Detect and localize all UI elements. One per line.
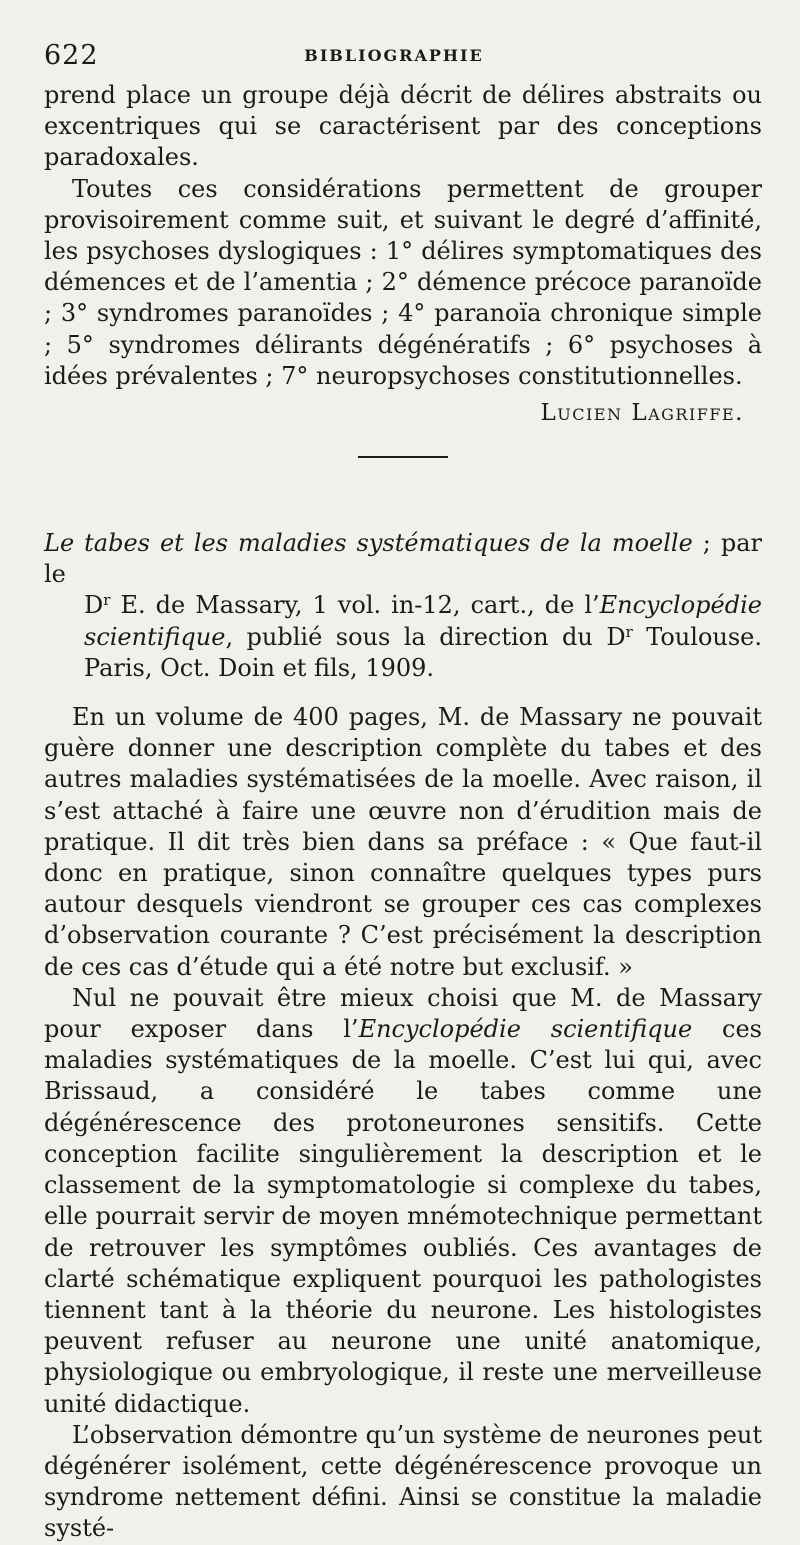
review-paragraph-2 [44,983,762,1420]
section-divider [358,456,448,458]
book-title-suffix: ; par le [44,529,762,589]
review-paragraph-2-end: ces maladies systématiques de la moelle. C’est lui qui, avec Brissaud, a considéré le tabes comme une dégénérescence des protoneurones sensitifs. Cette conception facilite singulièrement la description et le classement de la symptomatologie si complexe du tabes, elle pourrait servir de moyen mnémotechnique permettant de retrouver les symptômes oubliés. Ces avantages de clarté schématique expliquent pourquoi les pathologistes tiennent tant à la théorie du neurone. Les histologistes peuvent refuser au neurone une unité anatomique, physiologique ou embryologique, il reste une merveilleuse unité didactique. [44,1015,763,1418]
review-paragraph-3: L’observation démontre qu’un système de neurones peut dégénérer isolément, cette dégénérescence provoque un syndrome nettement défini. Ainsi se constitue la maladie systé- [44,1420,762,1543]
book-page [44,40,763,1543]
author-superscript: r [103,591,111,610]
review-citation [44,528,762,684]
author-details: E. de Massary, 1 vol. in-12, cart., de l’ [110,591,600,620]
prev-review-paragraph-1: prend place un groupe déjà décrit de délires abstraits ou excentriques qui se caractérisent par des conceptions paradoxales. [44,81,762,172]
prev-review-paragraph-2: Toutes ces considérations permettent de grouper provisoirement comme suit, et suivant le degré d’affinité, les psychoses dyslogiques : 1° délires symptomatiques des démences et de l’amentia ; 2° démence précoce paranoïde ; 3° syndromes paranoïdes ; 4° paranoïa chronique simple ; 5° syndromes délirants dégénératifs ; 6° psychoses à idées prévalentes ; 7° neuropsychoses constitutionnelles. [44,174,762,390]
series-title: Encyclopédie scientifique [84,591,762,651]
publisher-details: Toulouse. Paris, Oct. Doin et fils, 1909. [84,622,762,682]
spacer [44,684,762,702]
publisher-superscript: r [625,622,633,641]
review-signature: Lucien Lagriffe. [540,400,744,427]
review-paragraph-2-series: Encyclopédie scientifique [358,1015,693,1044]
citation-continuation [44,590,762,684]
book-title: Le tabes et les maladies systématiques de la moelle [44,529,693,558]
page-number: 622 [44,40,99,71]
review-paragraph-2-start: Nul ne pouvait être mieux choisi que M. de Massary pour exposer dans l’ [44,983,762,1044]
publisher-prefix: , publié sous la direction du D [225,622,626,651]
author-prefix: D [84,591,104,620]
running-head: BIBLIOGRAPHIE [304,46,484,65]
review-paragraph-1: En un volume de 400 pages, M. de Massary ne pouvait guère donner une description complète du tabes et des autres maladies systématisées de la moelle. Avec raison, il s’est attaché à faire une œuvre non d’érudition mais de pratique. Il dit très bien dans sa préface : « Que faut-il donc en pratique, sinon connaître quelques types purs autour desquels viendront se grouper ces cas complexes d’observation courante ? C’est précisément la description de ces cas d’étude qui a été notre but exclusif. » [44,703,762,981]
page-header [44,40,762,80]
